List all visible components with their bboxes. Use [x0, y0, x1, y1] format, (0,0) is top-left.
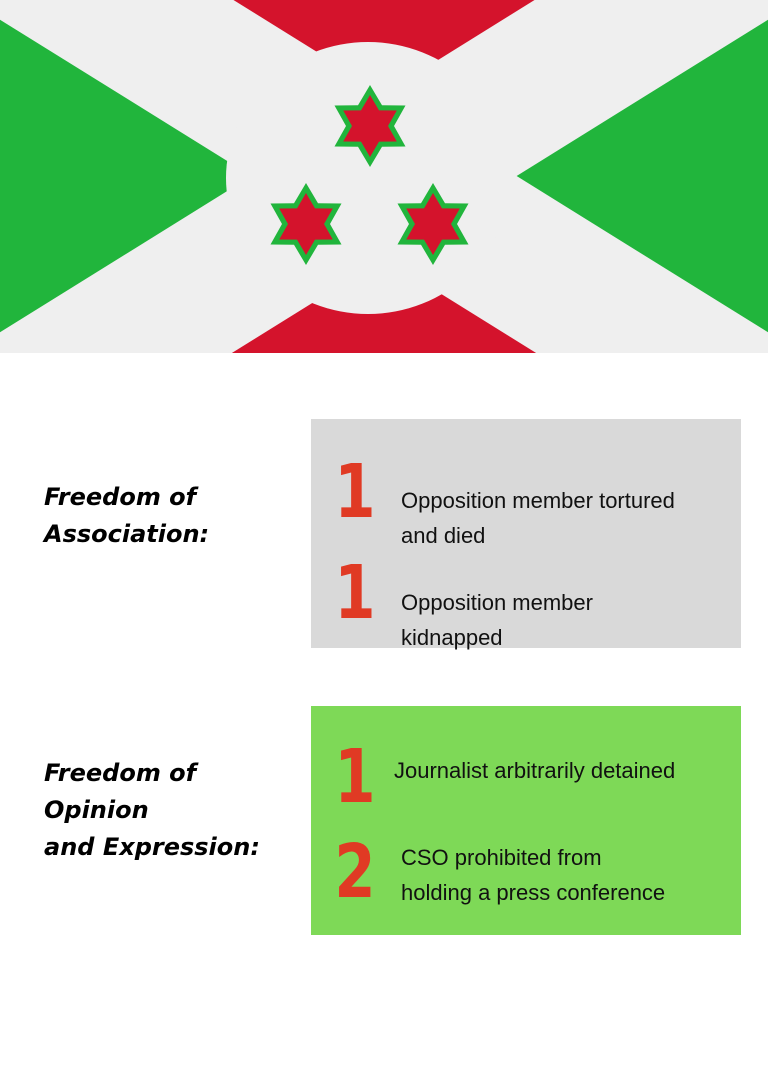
stat-item: [311, 550, 741, 650]
stat-item: [311, 734, 741, 820]
expression-stats-panel: [311, 706, 741, 935]
stat-item: [311, 829, 741, 915]
label-line: Freedom of: [44, 483, 197, 511]
freedom-of-association-label: [44, 479, 209, 553]
stat-number: 1: [334, 449, 376, 535]
stat-text-line: and died: [401, 523, 486, 548]
stat-number: 1: [334, 550, 376, 636]
stat-text-line: Opposition member tortured: [401, 488, 675, 513]
flag-white-disc: [226, 42, 510, 314]
stat-text-line: Opposition member: [401, 590, 593, 615]
stat-item: [311, 449, 741, 548]
stat-text-line: Journalist arbitrarily detained: [394, 758, 676, 783]
stat-text-line: holding a press conference: [401, 880, 666, 905]
stat-number: 1: [334, 734, 376, 820]
label-line: and Expression:: [44, 833, 260, 861]
stat-number: 2: [334, 829, 376, 915]
stat-description: [401, 483, 731, 553]
stat-text-line: kidnapped: [401, 625, 503, 650]
stat-description: [401, 585, 731, 655]
stat-description: [401, 840, 731, 910]
stat-text-line: CSO prohibited from: [401, 845, 602, 870]
label-line: Freedom of: [44, 759, 197, 787]
label-line: Opinion: [44, 796, 149, 824]
stat-description: [394, 753, 724, 788]
label-line: Association:: [44, 520, 210, 548]
association-stats-panel: [311, 419, 741, 648]
burundi-flag-icon: [0, 0, 768, 353]
freedom-of-opinion-label: [44, 755, 260, 866]
